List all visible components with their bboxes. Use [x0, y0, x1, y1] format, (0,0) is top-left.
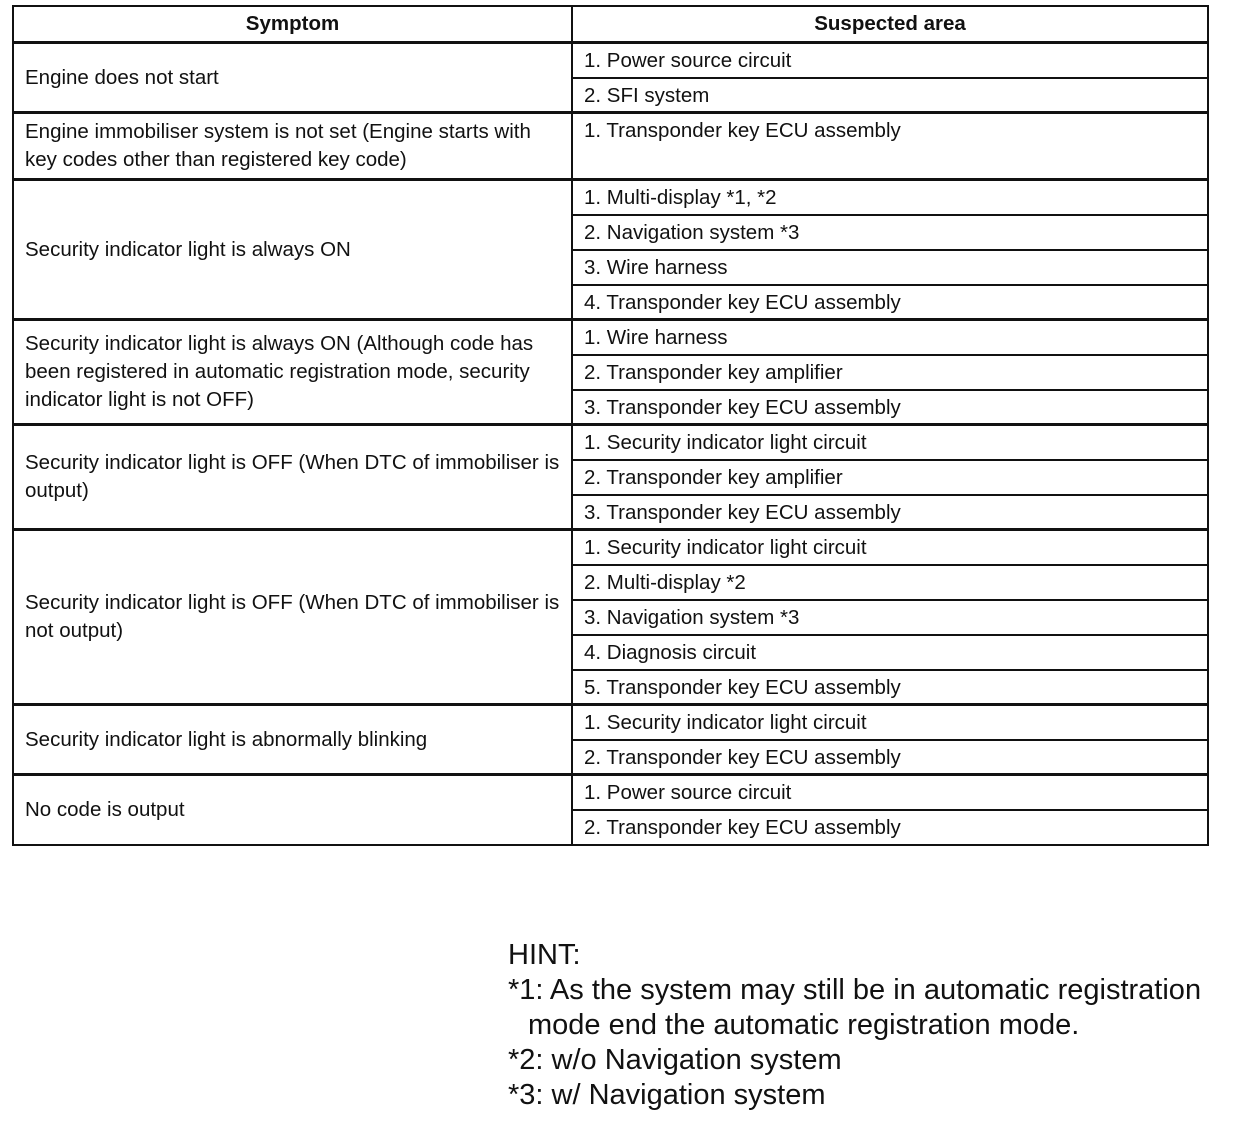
- table-row: [13, 113, 1208, 180]
- suspected-area-cell: 1. Transponder key ECU assembly: [572, 113, 1208, 180]
- hint-title: HINT:: [508, 939, 581, 971]
- table-header-row: [13, 6, 1208, 43]
- suspected-area-cell: 2. SFI system: [572, 78, 1208, 113]
- table-row: [13, 705, 1208, 740]
- problem-symptoms-table: [12, 5, 1209, 846]
- symptom-cell: Security indicator light is always ON (Although code has been registered in automatic registration mode, security indicator light is not OFF): [13, 320, 572, 425]
- hint-note-1-continued: mode end the automatic registration mode.: [528, 1009, 1080, 1041]
- suspected-area-cell: 1. Power source circuit: [572, 775, 1208, 810]
- table-row: [13, 320, 1208, 355]
- suspected-area-cell: 2. Multi-display *2: [572, 565, 1208, 600]
- suspected-area-cell: 3. Navigation system *3: [572, 600, 1208, 635]
- symptom-cell: Security indicator light is abnormally blinking: [13, 705, 572, 775]
- symptom-cell: No code is output: [13, 775, 572, 845]
- symptom-cell: Engine does not start: [13, 43, 572, 113]
- suspected-area-cell: 5. Transponder key ECU assembly: [572, 670, 1208, 705]
- table-row: [13, 43, 1208, 78]
- symptom-cell: Security indicator light is always ON: [13, 180, 572, 320]
- table-row: [13, 530, 1208, 565]
- hint-notes: [508, 938, 1201, 1113]
- suspected-area-cell: 2. Transponder key amplifier: [572, 355, 1208, 390]
- suspected-area-cell: 3. Wire harness: [572, 250, 1208, 285]
- suspected-area-cell: 1. Wire harness: [572, 320, 1208, 355]
- symptom-cell: Security indicator light is OFF (When DTC of immobiliser is output): [13, 425, 572, 530]
- suspected-area-cell: 2. Transponder key ECU assembly: [572, 740, 1208, 775]
- hint-note-1: *1: As the system may still be in automatic registration: [508, 974, 1202, 1006]
- suspected-area-cell: 3. Transponder key ECU assembly: [572, 390, 1208, 425]
- suspected-area-cell: 1. Multi-display *1, *2: [572, 180, 1208, 215]
- suspected-area-cell: 1. Security indicator light circuit: [572, 425, 1208, 460]
- table-row: [13, 775, 1208, 810]
- header-suspected-area: Suspected area: [572, 6, 1208, 43]
- suspected-area-cell: 2. Navigation system *3: [572, 215, 1208, 250]
- table-row: [13, 180, 1208, 215]
- suspected-area-cell: 4. Transponder key ECU assembly: [572, 285, 1208, 320]
- table-row: [13, 425, 1208, 460]
- suspected-area-cell: 2. Transponder key amplifier: [572, 460, 1208, 495]
- header-symptom: Symptom: [13, 6, 572, 43]
- suspected-area-cell: 1. Security indicator light circuit: [572, 530, 1208, 565]
- suspected-area-cell: 1. Security indicator light circuit: [572, 705, 1208, 740]
- hint-note-3: *3: w/ Navigation system: [508, 1079, 826, 1111]
- suspected-area-cell: 1. Power source circuit: [572, 43, 1208, 78]
- hint-note-2: *2: w/o Navigation system: [508, 1044, 842, 1076]
- symptom-cell: Security indicator light is OFF (When DTC of immobiliser is not output): [13, 530, 572, 705]
- suspected-area-cell: 2. Transponder key ECU assembly: [572, 810, 1208, 845]
- symptom-cell: Engine immobiliser system is not set (Engine starts with key codes other than registered key code): [13, 113, 572, 180]
- suspected-area-cell: 3. Transponder key ECU assembly: [572, 495, 1208, 530]
- suspected-area-cell: 4. Diagnosis circuit: [572, 635, 1208, 670]
